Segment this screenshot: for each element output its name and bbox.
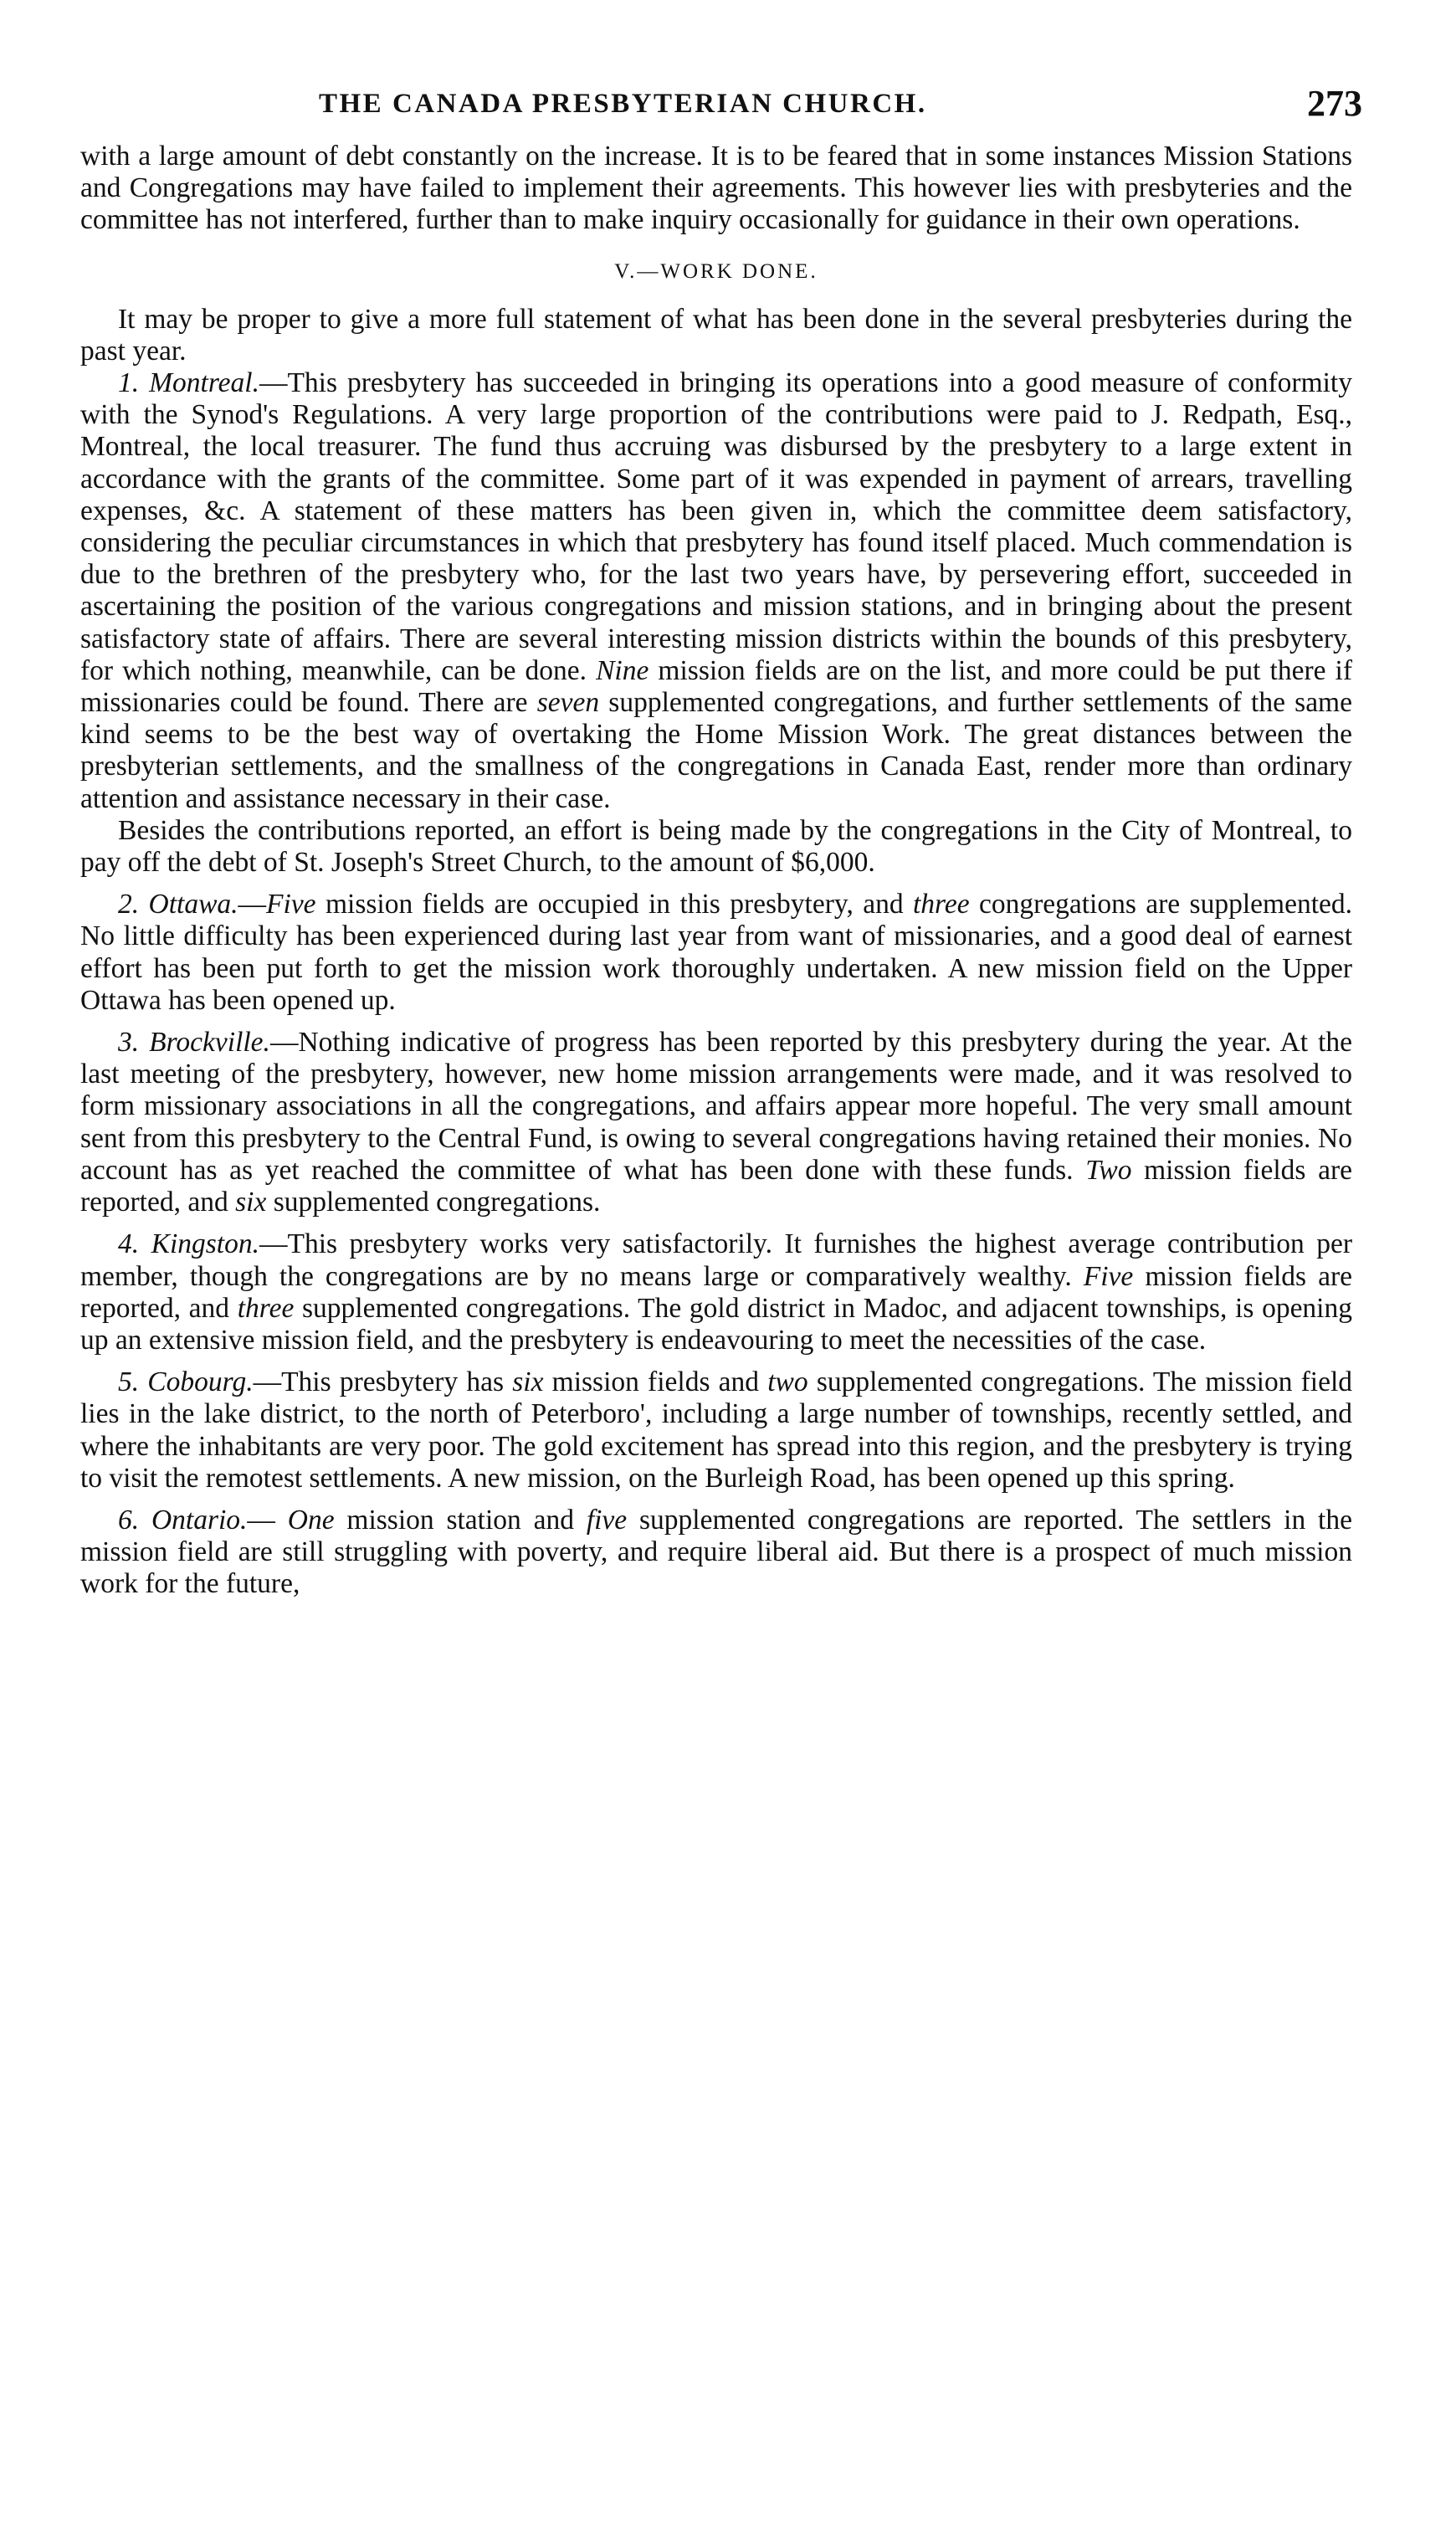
brockville-text-3: supplemented congregations.	[266, 1187, 601, 1218]
kingston-five: Five	[1083, 1260, 1134, 1292]
kingston-three: three	[237, 1292, 295, 1324]
ontario-text-2: supplemented congregations are reported. The settlers in the mission field are still struggling with poverty, and require liberal aid. But there is a prospect of much mission work for the future,	[80, 1504, 1352, 1600]
cobourg-two: two	[767, 1366, 808, 1398]
intro-paragraph	[80, 141, 1352, 237]
ottawa-text-2: congregations are supplemented. No little difficulty has been experienced during last year from want of missionaries, and a good deal of earnest effort has been put forth to get the mission work thoroughly undertaken. A new mission field on the Upper Ottawa has been opened up.	[80, 889, 1352, 1016]
ontario-one: One	[287, 1504, 335, 1536]
montreal-seven: seven	[536, 687, 600, 719]
montreal-nine: Nine	[596, 654, 649, 686]
ontario-five: five	[586, 1504, 628, 1536]
kingston-text-1: —This presbytery works very satisfactorily. It furnishes the highest average contribution per member, though the congregations are by no means large or comparatively wealthy.	[80, 1228, 1352, 1292]
cobourg-label: 5. Cobourg.	[118, 1366, 254, 1398]
cobourg-text-1: —This presbytery has	[253, 1366, 513, 1398]
running-title: THE CANADA PRESBYTERIAN CHURCH.	[319, 89, 927, 119]
page-header	[80, 65, 1362, 141]
ottawa-five: Five	[266, 889, 316, 920]
paragraph-kingston	[80, 1228, 1352, 1356]
lead-text: It may be proper to give a more full statement of what has been done in the several presbyteries during the past year.	[80, 303, 1352, 367]
ottawa-label: 2. Ottawa.	[118, 889, 238, 920]
cobourg-six: six	[512, 1366, 544, 1398]
paragraph-cobourg	[80, 1366, 1352, 1495]
page-number: 273	[1307, 83, 1362, 124]
cobourg-text-2: mission fields and	[543, 1366, 768, 1398]
brockville-label: 3. Brockville.	[118, 1027, 270, 1059]
intro-text: with a large amount of debt constantly on the increase. It is to be feared that in some instances Mission Stations and Congregations may have failed to implement their agreements. This however lies with presbyteries and the committee has not interfered, further than to make inquiry occasionally for guidance in their own operations.	[80, 141, 1352, 236]
ontario-label: 6. Ontario.	[118, 1504, 248, 1536]
montreal-label: 1. Montreal.	[118, 367, 259, 399]
ontario-text-1: mission station and	[334, 1504, 587, 1536]
kingston-text-3: supplemented congregations. The gold district in Madoc, and adjacent townships, is opening up an extensive mission field, and the presbytery is endeavouring to meet the necessities of the case.	[80, 1292, 1352, 1356]
ottawa-text-1: mission fields are occupied in this presbytery, and	[315, 889, 913, 920]
montreal-debt-text: Besides the contributions reported, an effort is being made by the congregations in the City of Montreal, to pay off the debt of St. Joseph's Street Church, to the amount of $6,000.	[80, 814, 1352, 879]
montreal-text-2: mission fields are on the list, and more could be put there if missionaries could be found. There are	[80, 654, 1352, 719]
ontario-dash: —	[247, 1504, 288, 1536]
paragraph-montreal-debt	[80, 815, 1352, 879]
ottawa-dash: —	[238, 889, 267, 920]
lead-paragraph	[80, 304, 1352, 367]
brockville-text-1: —Nothing indicative of progress has been reported by this presbytery during the year. At the last meeting of the presbytery, however, new home mission arrangements were made, and it was resolved to form missionary associations in all the congregations, and affairs appear more hopeful. The very small amount sent from this presbytery to the Central Fund, is owing to several congregations having retained their monies. No account has as yet reached the committee of what has been done with these funds.	[80, 1027, 1352, 1186]
kingston-label: 4. Kingston.	[118, 1228, 259, 1260]
page	[80, 65, 1362, 1601]
paragraph-ottawa	[80, 889, 1352, 1017]
brockville-text-2: mission fields are reported, and	[80, 1154, 1352, 1218]
section-heading: V.—WORK DONE.	[614, 259, 818, 283]
paragraph-brockville	[80, 1027, 1352, 1218]
paragraph-ontario	[80, 1505, 1352, 1601]
ottawa-three: three	[912, 889, 970, 920]
cobourg-text-3: supplemented congregations. The mission field lies in the lake district, to the north of Peterboro', including a large number of townships, recently settled, and where the inhabitants are very poor. The gold excitement has spread into this region, and the presbytery is trying to visit the remotest settlements. A new mission, on the Burleigh Road, has been opened up this spring.	[80, 1366, 1353, 1494]
brockville-two: Two	[1085, 1154, 1132, 1186]
paragraph-montreal	[80, 367, 1352, 815]
montreal-text-1: —This presbytery has succeeded in bringing its operations into a good measure of conformity with the Synod's Regulations. A very large proportion of the contributions were paid to J. Redpath, Esq., Montreal, the local treasurer. The fund thus accruing was disbursed by the presbytery to a large extent in accordance with the grants of the committee. Some part of it was expended in payment of arrears, travelling expenses, &c. A statement of these matters has been given in, which the committee deem satisfactory, considering the peculiar circumstances in which that presbytery has found itself placed. Much commendation is due to the brethren of the presbytery who, for the last two years have, by persevering effort, succeeded in ascertaining the position of the various congregations and mission stations, and in bringing about the present satisfactory state of affairs. There are several interesting mission districts within the bounds of this presbytery, for which nothing, meanwhile, can be done.	[80, 367, 1352, 686]
montreal-text-3: supplemented congregations, and further settlements of the same kind seems to be the best way of overtaking the Home Mission Work. The great distances between the presbyterian settlements, and the smallness of the congregations in Canada East, render more than ordinary attention and assistance necessary in their case.	[80, 687, 1352, 814]
brockville-six: six	[235, 1187, 267, 1218]
kingston-text-2: mission fields are reported, and	[80, 1260, 1352, 1324]
